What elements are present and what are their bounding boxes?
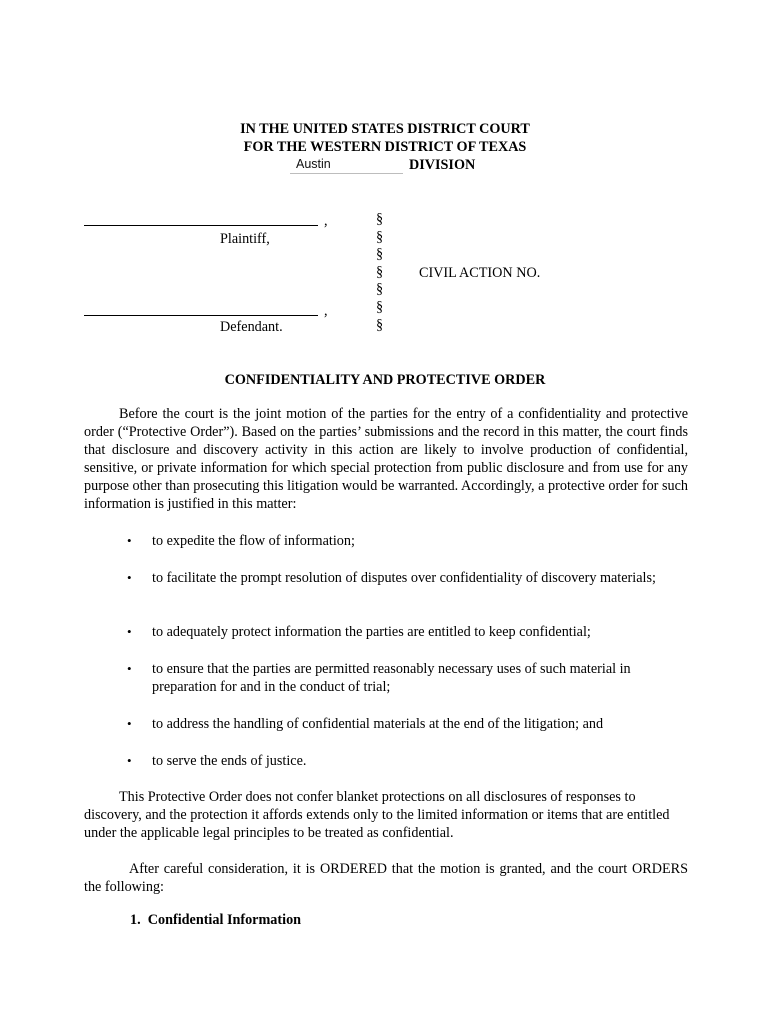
section-1-heading: 1. Confidential Information [130,912,302,928]
plaintiff-label: Plaintiff, [220,231,270,247]
list-item-text: to address the handling of confidential materials at the end of the litigation; and [152,716,604,732]
defendant-label: Defendant. [220,319,283,335]
section-marks-column [376,211,383,334]
list-item-text: to ensure that the parties are permitted reasonably necessary uses of such material in preparation for and in the conduct of trial; [152,661,631,695]
order-title: CONFIDENTIALITY AND PROTECTIVE ORDER [224,372,546,388]
bullet-icon: • [127,624,132,639]
court-district: FOR THE WESTERN DISTRICT OF TEXAS [243,139,527,155]
list-item [127,660,672,696]
list-item [127,715,672,733]
list-item [127,752,672,770]
division-label: DIVISION [409,157,476,173]
defendant-comma: , [324,303,328,319]
list-item-text: to expedite the flow of information; [152,533,355,549]
scope-paragraph-text: This Protective Order does not confer blanket protections on all disclosures of responses to discovery, and the protection it affords extends only to the limited information or items that are entitled under the applicable legal principles to be treated as confidential. [84,789,670,841]
bullet-icon: • [127,533,132,548]
section-mark: § [376,246,384,263]
list-item [127,569,672,605]
bullet-icon: • [127,716,132,731]
section-mark: § [376,281,384,298]
list-item-text: to adequately protect information the parties are entitled to keep confidential; [152,624,591,640]
bullet-icon: • [127,753,132,768]
division-field[interactable] [290,157,403,174]
order-paragraph [84,860,688,896]
civil-action-number-label: CIVIL ACTION NO. [419,265,541,281]
list-item [127,532,672,550]
intro-paragraph-text: Before the court is the joint motion of the parties for the entry of a confidentiality and protective order (“Protective Order”). Based on the parties’ submissions and the record in this matter, the court finds that disclosure and discovery activity in this action are likely to involve production of confidential, sensitive, or private information for which special protection from public disclosure and from use for any purpose other than prosecuting this litigation would be warranted. Accordingly, a protective order for such information is justified in this matter: [84,406,688,512]
list-item [127,623,672,641]
section-mark: § [376,298,384,315]
defendant-name-line[interactable] [84,315,318,316]
section-mark: § [376,263,384,280]
section-mark: § [376,228,384,245]
list-item-text: to serve the ends of justice. [152,753,307,769]
court-name: IN THE UNITED STATES DISTRICT COURT [240,121,530,137]
intro-paragraph [84,405,688,513]
plaintiff-name-line[interactable] [84,225,318,226]
scope-paragraph [84,788,688,842]
bullet-icon: • [127,570,132,585]
plaintiff-comma: , [324,213,328,229]
order-paragraph-text: After careful consideration, it is ORDERED that the motion is granted, and the court ORDERS the following: [84,861,688,895]
bullet-icon: • [127,661,132,676]
list-item-text: to facilitate the prompt resolution of disputes over confidentiality of discovery materials; [152,570,656,586]
division-field-value: Austin [296,157,331,171]
section-mark: § [376,316,384,333]
section-mark: § [376,211,384,227]
